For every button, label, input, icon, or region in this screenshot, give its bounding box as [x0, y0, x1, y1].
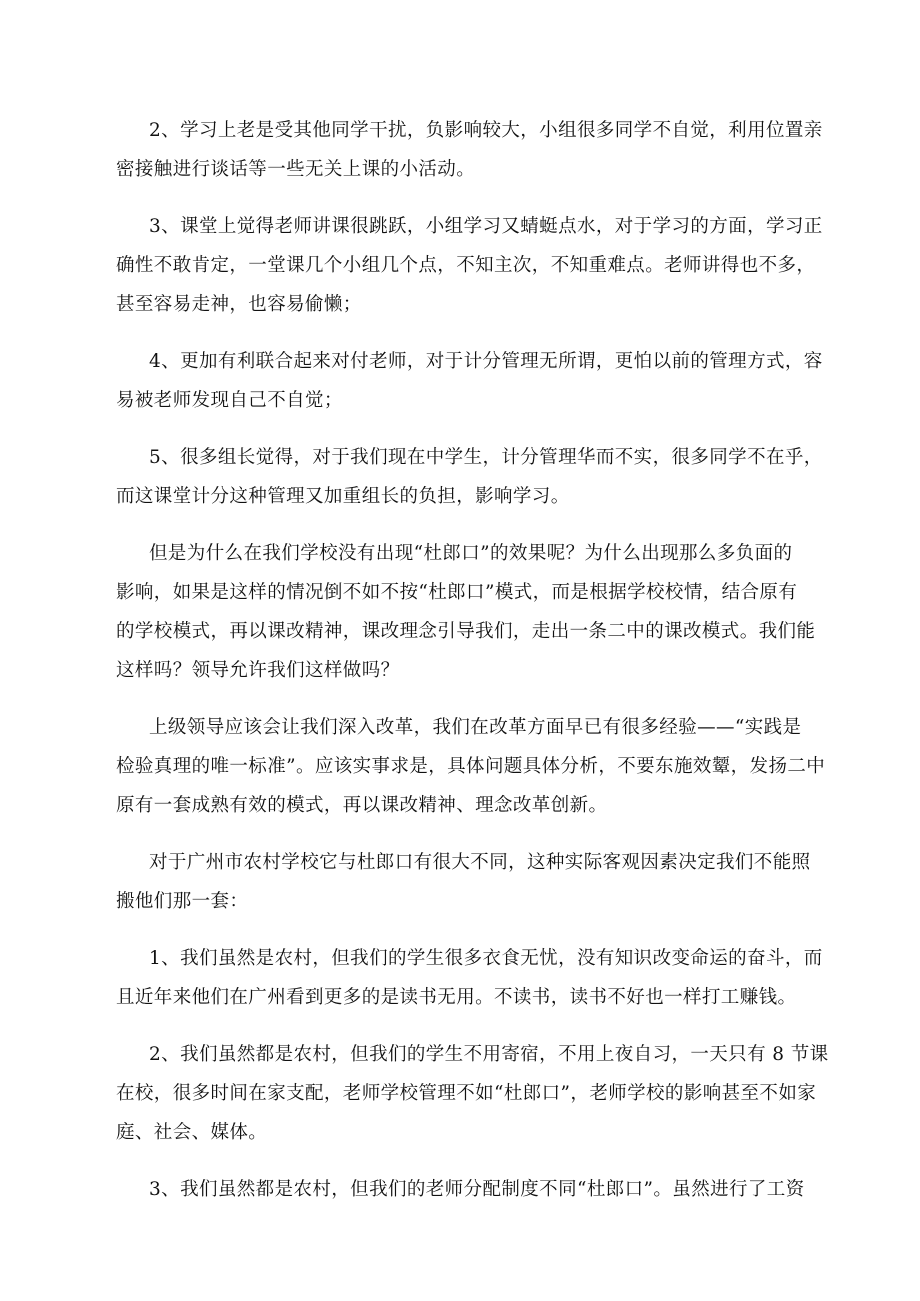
paragraph-8 [116, 939, 823, 1017]
text-line: 检验真理的唯一标准”。应该实事求是，具体问题具体分析，不要东施效颦，发扬二中 [116, 756, 826, 777]
text-line: 2、学习上老是受其他同学干扰，负影响较大，小组很多同学不自觉，利用位置亲 [149, 120, 823, 141]
paragraph-5 [116, 534, 816, 690]
paragraph-6 [116, 708, 826, 825]
text-line: 密接触进行谈话等一些无关上课的小活动。 [116, 159, 476, 180]
text-line: 影响，如果是这样的情况倒不如不按“杜郎口”模式，而是根据学校校情，结合原有 [116, 582, 798, 603]
text-line: 确性不敢肯定，一堂课几个小组几个点，不知主次，不知重难点。老师讲得也不多， [116, 255, 816, 276]
text-line: 搬他们那一套： [116, 891, 249, 912]
paragraph-1 [116, 111, 823, 189]
text-line: 3、我们虽然都是农村，但我们的老师分配制度不同“杜郎口”。虽然进行了工资 [149, 1179, 805, 1200]
text-line: 易被老师发现自己不自觉； [116, 390, 343, 411]
text-line: 这样吗？领导允许我们这样做吗？ [116, 660, 400, 681]
text-line: 3、课堂上觉得老师讲课很跳跃，小组学习又蜻蜓点水，对于学习的方面，学习正 [149, 216, 823, 237]
text-line: 上级领导应该会让我们深入改革，我们在改革方面早已有很多经验——“实践是 [149, 717, 802, 738]
paragraph-3 [116, 342, 823, 420]
text-line: 且近年来他们在广州看到更多的是读书无用。不读书，读书不好也一样打工赚钱。 [116, 987, 797, 1008]
text-line: 而这课堂计分这种管理又加重组长的负担，影响学习。 [116, 486, 570, 507]
text-line: 的学校模式，再以课改精神，课改理念引导我们，走出一条二中的课改模式。我们能 [116, 621, 816, 642]
text-line: 但是为什么在我们学校没有出现“杜郎口”的效果呢？为什么出现那么多负面的 [149, 543, 793, 564]
paragraph-9 [116, 1035, 829, 1152]
text-line: 庭、社会、媒体。 [116, 1122, 268, 1143]
text-line: 2、我们虽然都是农村，但我们的学生不用寄宿，不用上夜自习，一天只有 8 节课 [149, 1044, 829, 1065]
text-line: 5、很多组长觉得，对于我们现在中学生，计分管理华而不实，很多同学不在乎， [149, 447, 823, 468]
paragraph-2 [116, 207, 823, 324]
paragraph-10 [116, 1170, 806, 1209]
text-line: 甚至容易走神，也容易偷懒； [116, 294, 362, 315]
text-line: 1、我们虽然是农村，但我们的学生很多衣食无忧，没有知识改变命运的奋斗，而 [149, 948, 823, 969]
text-line: 在校，很多时间在家支配，老师学校管理不如“杜郎口”，老师学校的影响甚至不如家 [116, 1083, 817, 1104]
document-body [116, 111, 829, 1227]
paragraph-4 [116, 438, 823, 516]
paragraph-7 [116, 843, 811, 921]
text-line: 对于广州市农村学校它与杜郎口有很大不同，这种实际客观因素决定我们不能照 [149, 852, 811, 873]
text-line: 原有一套成熟有效的模式，再以课改精神、理念改革创新。 [116, 795, 608, 816]
text-line: 4、更加有利联合起来对付老师，对于计分管理无所谓，更怕以前的管理方式，容 [149, 351, 823, 372]
